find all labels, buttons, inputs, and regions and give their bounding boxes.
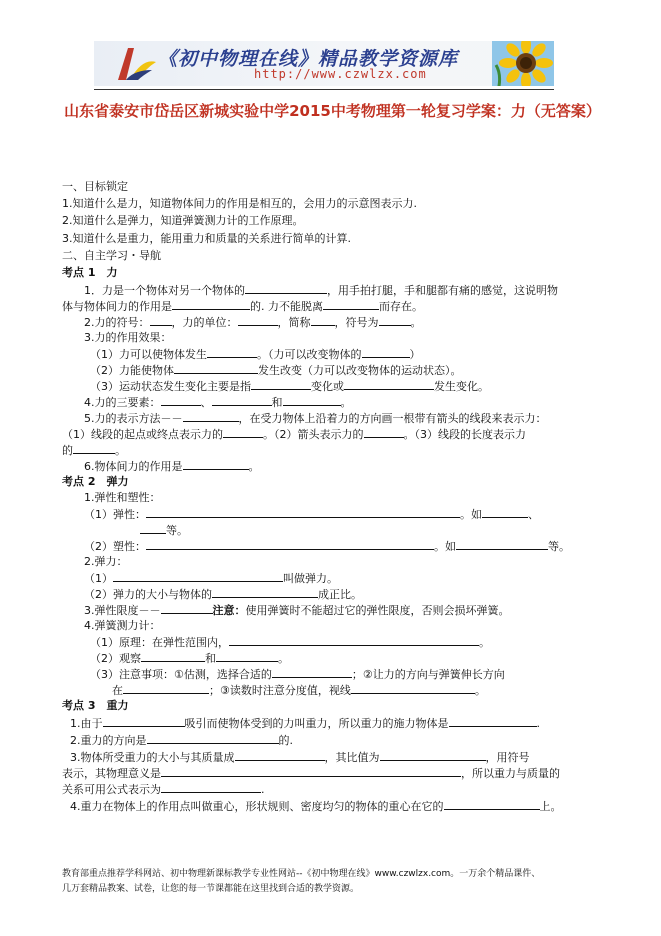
- objective-3: 3.知道什么是重力，能用重力和质量的关系进行简单的计算.: [62, 232, 351, 245]
- topic-heading: 考点 3 重力: [62, 699, 129, 712]
- sunflower-icon: [492, 41, 554, 86]
- answer-blank: [212, 587, 318, 598]
- document-title: 山东省泰安市岱岳区新城实验中学2015中考物理第一轮复习学案：力（无答案）: [64, 102, 601, 120]
- answer-blank: [251, 379, 311, 390]
- answer-blank: [103, 716, 185, 727]
- question-line: 表示，其物理意义是 ，所以重力与质量的: [62, 767, 560, 780]
- answer-blank: [146, 539, 434, 550]
- answer-blank: [161, 766, 461, 777]
- answer-blank: [272, 667, 352, 678]
- question-line: 4.力的三要素： 、 和 。: [84, 396, 352, 409]
- answer-blank: [141, 651, 205, 662]
- answer-blank: [351, 683, 475, 694]
- answer-blank: [344, 379, 434, 390]
- question-line: 4.重力在物体上的作用点叫做重心，形状规则、密度均匀的物体的重心在它的 上。: [70, 800, 562, 813]
- answer-blank: [140, 523, 166, 534]
- answer-blank: [212, 395, 272, 406]
- answer-blank: [238, 315, 278, 326]
- question-line: （3）运动状态发生变化主要是指 变化或 发生变化。: [90, 380, 489, 393]
- answer-blank: [207, 347, 257, 358]
- answer-blank: [323, 299, 379, 310]
- answer-blank: [229, 635, 479, 646]
- answer-blank: [444, 799, 540, 810]
- answer-blank: [113, 571, 283, 582]
- banner-title: 《初中物理在线》精品教学资源库: [158, 48, 459, 70]
- question-line: （1）原理：在弹性范围内， 。: [90, 636, 490, 649]
- answer-blank: [150, 315, 172, 326]
- answer-blank: [147, 733, 279, 744]
- answer-blank: [161, 603, 213, 614]
- section-heading: 二、自主学习・导航: [62, 249, 161, 262]
- question-line: 5.力的表示方法－－ ，在受力物体上沿着力的方向画一根带有箭头的线段来表示力：: [84, 412, 547, 425]
- question-line: 6.物体间力的作用是 。: [84, 460, 260, 473]
- answer-blank: [123, 683, 209, 694]
- site-banner: [94, 41, 554, 86]
- answer-blank: [174, 363, 258, 374]
- answer-blank: [364, 427, 404, 438]
- answer-blank: [223, 427, 263, 438]
- answer-blank: [380, 750, 486, 761]
- answer-blank: [283, 395, 341, 406]
- footer-line: 几万套精品教案、试卷，让您的每一节课都能在这里找到合适的教学资源。: [62, 884, 360, 894]
- question-line: 3.弹性限度－－ 注意：使用弹簧时不能超过它的弹性限度，否则会损坏弹簧。: [84, 604, 510, 617]
- answer-blank: [235, 750, 325, 761]
- question-line: （1）线段的起点或终点表示力的 。（2）箭头表示力的 。（3）线段的长度表示力: [62, 428, 526, 441]
- question-line: （2）观察 和 。: [90, 652, 289, 665]
- answer-blank: [362, 347, 410, 358]
- answer-blank: [183, 459, 249, 470]
- question-line: 1.弹性和塑性：: [84, 491, 161, 504]
- question-line: 1.由于 吸引而使物体受到的力叫重力，所以重力的施力物体是 .: [70, 717, 540, 730]
- question-line: 关系可用公式表示为 .: [62, 783, 265, 796]
- question-line: 3.物体所受重力的大小与其质量成 ，其比值为 ，用符号: [70, 751, 530, 764]
- question-line: 4.弹簧测力计：: [84, 619, 161, 632]
- answer-blank: [449, 716, 537, 727]
- question-line: 2.弹力：: [84, 555, 128, 568]
- footer-line: 教育部重点推荐学科网站、初中物理新课标教学专业性网站--《初中物理在线》www.czwlzx.com。一万余个精品课件、: [62, 869, 541, 879]
- section-heading: 一、目标锁定: [62, 180, 128, 193]
- answer-blank: [161, 782, 261, 793]
- question-line: （1）弹性： 。如 、: [84, 508, 539, 521]
- question-line: 2.力的符号： ，力的单位： ，简称 ，符号为 。: [84, 316, 422, 329]
- answer-blank: [183, 411, 239, 422]
- objective-2: 2.知道什么是弹力，知道弹簧测力计的工作原理。: [62, 214, 304, 227]
- banner-url: http://www.czwlzx.com: [254, 67, 427, 81]
- answer-blank: [245, 283, 327, 294]
- question-line: 1．力是一个物体对另一个物体的 ，用手拍打腿，手和腿都有痛的感觉，这说明物: [84, 284, 558, 297]
- question-line: （1）力可以使物体发生 。（力可以改变物体的 ）: [90, 348, 421, 361]
- question-line: （2）塑性： 。如 等。: [84, 540, 570, 553]
- page-footer: [62, 867, 602, 897]
- question-line: 在 ；③读数时注意分度值，视线 。: [112, 684, 486, 697]
- answer-blank: [482, 507, 528, 518]
- question-line: 2.重力的方向是 的.: [70, 734, 293, 747]
- answer-blank: [161, 395, 201, 406]
- question-line: （2）力能使物体 发生改变（力可以改变物体的运动状态）。: [90, 364, 462, 377]
- answer-blank: [73, 443, 115, 454]
- question-line: 体与物体间力的作用是 的. 力不能脱离 而存在。: [62, 300, 423, 313]
- answer-blank: [456, 539, 548, 550]
- question-line: 的 。: [62, 444, 126, 457]
- question-line: （3）注意事项：①估测，选择合适的 ；②让力的方向与弹簧伸长方向: [90, 668, 505, 681]
- objective-1: 1.知道什么是力，知道物体间力的作用是相互的，会用力的示意图表示力.: [62, 197, 417, 210]
- question-line: （1） 叫做弹力。: [84, 572, 338, 585]
- header-rule: [94, 89, 554, 90]
- answer-blank: [216, 651, 278, 662]
- answer-blank: [311, 315, 335, 326]
- topic-heading: 考点 2 弹力: [62, 475, 129, 488]
- question-line: 3.力的作用效果：: [84, 331, 172, 344]
- answer-blank: [172, 299, 250, 310]
- answer-blank: [379, 315, 411, 326]
- topic-heading: 考点 1 力: [62, 266, 118, 279]
- question-line: （2）弹力的大小与物体的 成正比。: [84, 588, 362, 601]
- answer-blank: [146, 507, 460, 518]
- question-line: 等。: [140, 523, 188, 538]
- site-logo-icon: [112, 44, 160, 84]
